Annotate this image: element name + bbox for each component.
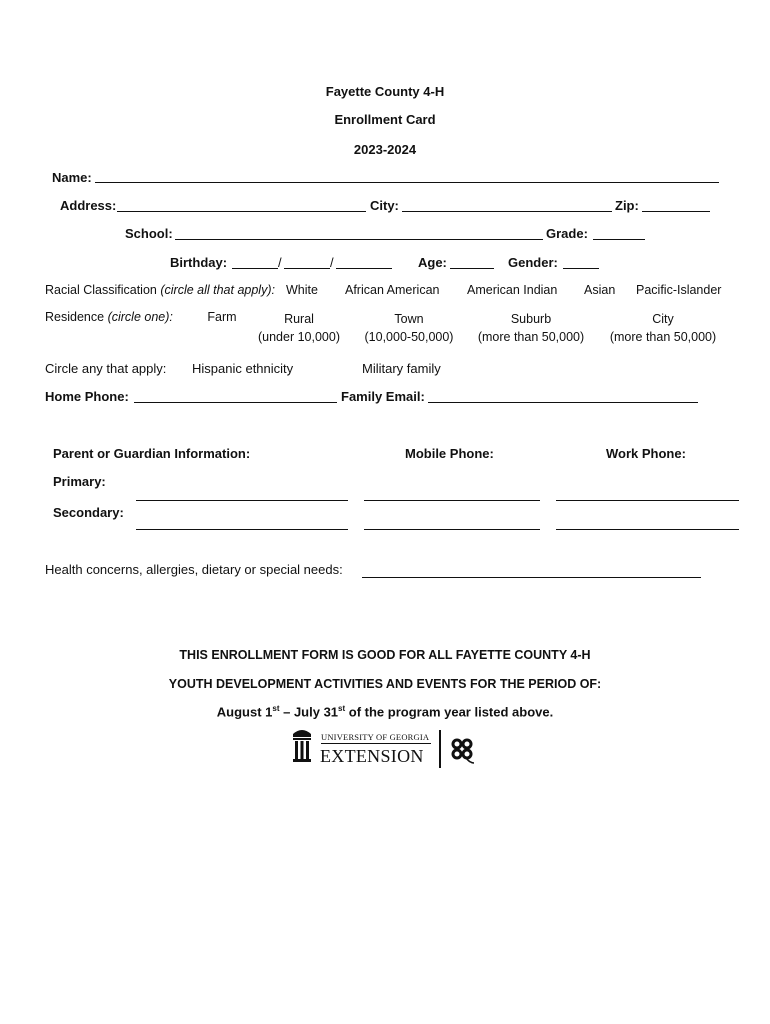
secondary-mobile-field[interactable] [364,529,540,530]
grade-label: Grade: [546,226,588,241]
family-email-label: Family Email: [341,389,425,404]
city-label: City: [370,198,399,213]
secondary-name-field[interactable] [136,529,348,530]
birthday-month-field[interactable] [232,268,278,269]
option-hispanic-ethnicity[interactable]: Hispanic ethnicity [192,361,294,376]
zip-field[interactable] [642,211,710,212]
option-military-family[interactable]: Military family [362,361,441,376]
primary-mobile-field[interactable] [364,500,540,501]
logo-divider [439,730,441,768]
primary-name-field[interactable] [136,500,348,501]
residence-option-detail: (under 10,000) [257,330,340,344]
logo-org-main: EXTENSION [320,746,424,766]
address-label: Address: [60,198,117,213]
period-end: – July 31 [279,704,339,720]
work-phone-heading: Work Phone: [606,446,686,461]
name-field[interactable] [95,182,719,183]
mobile-phone-heading: Mobile Phone: [405,446,494,461]
grade-field[interactable] [593,239,645,240]
residence-label-text: Residence [45,310,105,324]
clover-4h-icon [452,739,475,764]
ordinal-suffix: st [272,704,280,713]
form-year: 2023-2024 [353,142,417,157]
circle-any-label: Circle any that apply: [45,361,167,376]
secondary-label: Secondary: [53,505,124,520]
notice-line-2: YOUTH DEVELOPMENT ACTIVITIES AND EVENTS FOR THE PERIOD OF: [168,677,602,691]
arch-icon [293,730,311,762]
ordinal-suffix: st [338,704,346,713]
gender-label: Gender: [508,255,558,270]
primary-work-field[interactable] [556,500,739,501]
residence-option-name: Farm [207,310,237,324]
date-separator: / [278,255,282,270]
zip-label: Zip: [615,198,639,213]
age-field[interactable] [450,268,494,269]
residence-option-detail: (more than 50,000) [477,330,585,344]
racial-option-american-indian[interactable]: American Indian [467,283,558,297]
logo-org-top: UNIVERSITY OF GEORGIA [321,732,430,742]
secondary-work-field[interactable] [556,529,739,530]
racial-option-african-american[interactable]: African American [345,283,440,297]
residence-option-town[interactable] [360,310,458,346]
primary-label: Primary: [53,474,106,489]
form-subtitle: Enrollment Card [334,112,436,127]
racial-option-asian[interactable]: Asian [584,283,616,297]
form-title: Fayette County 4-H [325,84,445,99]
logo-rule [321,743,431,744]
racial-classification-label [45,283,275,297]
residence-option-name: Rural [284,312,314,326]
residence-option-suburb[interactable] [474,310,588,346]
residence-option-name: Town [394,312,424,326]
name-label: Name: [52,170,92,185]
city-field[interactable] [402,211,612,212]
residence-option-rural[interactable] [250,310,348,346]
school-field[interactable] [175,239,543,240]
health-label: Health concerns, allergies, dietary or special needs: [45,562,343,577]
date-separator: / [330,255,334,270]
uga-extension-logo [291,728,481,772]
racial-label-text: Racial Classification [45,283,157,297]
family-email-field[interactable] [428,402,698,403]
racial-option-pacific-islander[interactable]: Pacific-Islander [636,283,722,297]
guardian-heading: Parent or Guardian Information: [53,446,251,461]
residence-option-name: Suburb [510,312,552,326]
notice-line-1: THIS ENROLLMENT FORM IS GOOD FOR ALL FAYETTE COUNTY 4-H [179,648,591,662]
period-start: August 1 [216,704,273,720]
residence-option-farm[interactable] [190,310,254,324]
birthday-label: Birthday: [170,255,228,270]
residence-option-detail: (more than 50,000) [609,330,717,344]
school-label: School: [125,226,173,241]
period-tail: of the program year listed above. [345,704,554,720]
residence-option-city[interactable] [606,310,720,346]
racial-hint: (circle all that apply): [160,283,275,297]
address-field[interactable] [117,211,366,212]
residence-option-detail: (10,000-50,000) [364,330,454,344]
health-field[interactable] [362,577,701,578]
age-label: Age: [418,255,447,270]
home-phone-field[interactable] [134,402,337,403]
birthday-day-field[interactable] [284,268,330,269]
residence-hint: (circle one): [107,310,173,324]
home-phone-label: Home Phone: [45,389,129,404]
birthday-year-field[interactable] [336,268,392,269]
gender-field[interactable] [563,268,599,269]
notice-line-3 [0,704,770,719]
residence-option-name: City [652,312,674,326]
racial-option-white[interactable]: White [286,283,318,297]
residence-label [45,310,173,324]
